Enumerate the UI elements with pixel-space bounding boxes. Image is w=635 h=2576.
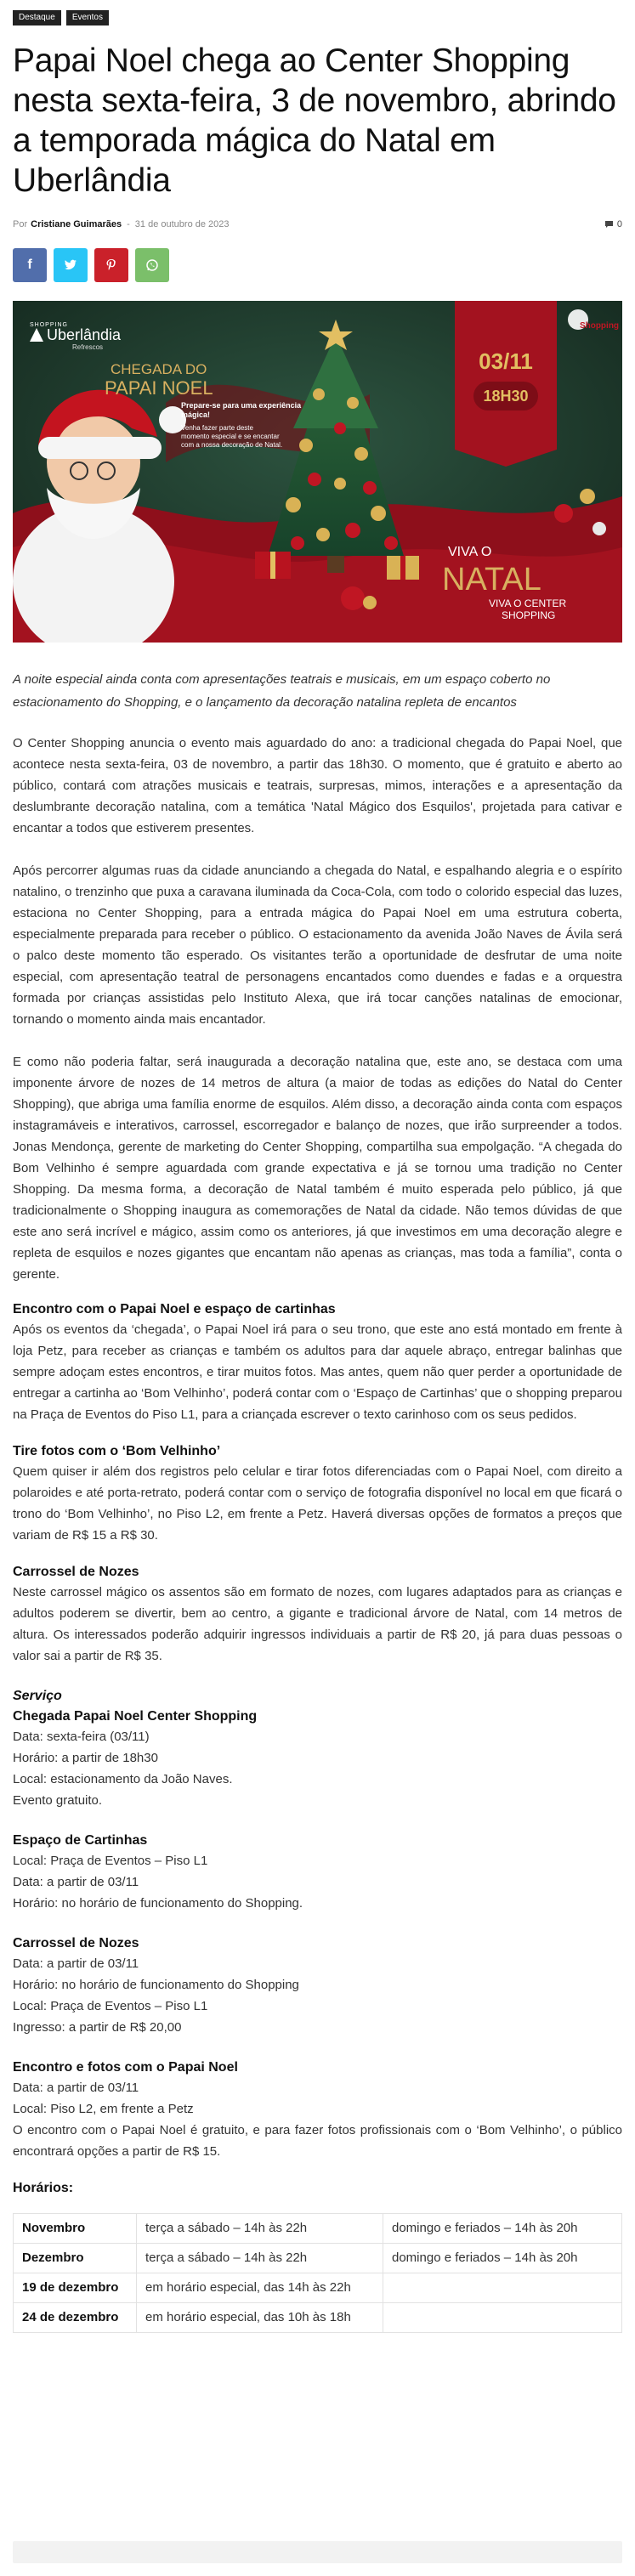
comments-count[interactable]	[604, 219, 622, 229]
service-line: Horário: no horário de funcionamento do Shopping	[13, 1978, 299, 1992]
facebook-share-button[interactable]	[13, 248, 47, 282]
service-block-title: Espaço de Cartinhas	[13, 1833, 148, 1848]
service-line: Local: Piso L2, em frente a Petz	[13, 2102, 194, 2116]
table-row	[14, 2303, 622, 2333]
comments-number: 0	[616, 219, 622, 229]
meta-separator: -	[127, 219, 130, 229]
schedule-heading: Horários:	[13, 2181, 74, 2195]
pinterest-share-button[interactable]	[94, 248, 128, 282]
share-buttons	[13, 248, 622, 282]
table-row	[14, 2273, 622, 2303]
service-line: Horário: a partir de 18h30	[13, 1751, 158, 1765]
banner-date: 03/11	[479, 348, 533, 374]
bottom-bar	[13, 2541, 622, 2563]
section-text: Neste carrossel mágico os assentos são em formato de nozes, com lugares adaptados para as crianças e adultos poderem se divertir, bem ao centro, a gigante e tradicional árvore de Natal, com 14 metros de altura. Os interessados poderão adquirir ingressos individuais a partir de R$ 20, já para duas pessoas o valor sai a partir de R$ 35.	[13, 1585, 622, 1663]
banner-invite-title: Prepare-se para uma experiência mágica!	[181, 401, 302, 419]
schedule-holidays	[383, 2273, 622, 2303]
service-line: Data: a partir de 03/11	[13, 1875, 139, 1889]
comment-icon	[604, 220, 614, 229]
schedule-weekdays: terça a sábado – 14h às 22h	[137, 2214, 383, 2244]
article-body	[13, 733, 622, 2198]
banner-cta-small: VIVA O	[448, 545, 492, 559]
schedule-holidays	[383, 2303, 622, 2333]
schedule-holidays: domingo e feriados – 14h às 20h	[383, 2214, 622, 2244]
schedule-table	[13, 2213, 622, 2333]
article-meta	[13, 219, 622, 229]
service-block	[13, 1832, 622, 1914]
whatsapp-icon	[145, 258, 159, 272]
event-banner	[13, 301, 622, 643]
banner-heading-small: CHEGADA DO	[111, 361, 207, 377]
service-line: Data: sexta-feira (03/11)	[13, 1730, 150, 1744]
article-title: Papai Noel chega ao Center Shopping nesta sexta-feira, 3 de novembro, abrindo a temporada mágica do Natal em Uberlândia	[13, 42, 616, 199]
service-block-title: Carrossel de Nozes	[13, 1936, 139, 1950]
banner-brand-sub: Refrescos	[72, 343, 104, 351]
article-lead: A noite especial ainda conta com apresentações teatrais e musicais, em um espaço coberto no estacionamento do Shopping, e o lançamento da decoração natalina repleta de encantos	[13, 672, 551, 710]
service-block-title: Chegada Papai Noel Center Shopping	[13, 1709, 258, 1724]
twitter-icon	[64, 259, 77, 271]
paragraph: O Center Shopping anuncia o evento mais aguardado do ano: a tradicional chegada do Papai Noel, que acontece nesta sexta-feira, 03 de novembro, a partir das 18h30. O momento, que é gratuito e aberto ao público, contará com atrações musicais e teatrais, surpresas, mimos, interações e a apresentação da deslumbrante decoração natalina, com a temática 'Natal Mágico dos Esquilos', projetada para cativar e encantar a todos que estiverem presentes.	[13, 736, 622, 835]
service-block	[13, 2058, 622, 2162]
banner-invite-text: Venha fazer parte deste momento especial e se encantar com a nossa decoração de Natal.	[181, 424, 283, 449]
section-text: Quem quiser ir além dos registros pelo celular e tirar fotos diferenciadas com o Papai Noel, com direito a polaroides e até porta-retrato, poderá contar com o serviço de fotografia disponível no local em que ficará o trono do ‘Bom Velhinho’, no Piso L2, em frente a Petz. Haverá diversas opções de formatos a preços que variam de R$ 15 a R$ 30.	[13, 1464, 622, 1543]
twitter-share-button[interactable]	[54, 248, 88, 282]
banner-cta-sub1: VIVA O CENTER	[489, 597, 567, 609]
banner-time: 18H30	[483, 388, 529, 405]
paragraph: Após percorrer algumas ruas da cidade anunciando a chegada do Natal, e espalhando alegria e o espírito natalino, o trenzinho que puxa a caravana iluminada da Coca-Cola, com todo o colorido especial das luzes, estaciona no Center Shopping, para a entrada mágica do Papai Noel em uma estrutura coberta, especialmente preparada para receber o público. O estacionamento da avenida João Naves de Ávila será o palco deste momento tão esperado. Os visitantes terão a oportunidade de desfrutar de uma noite especial, com apresentação teatral de personagens encantados como duendes e fadas e a orquestra formada por crianças assistidas pelo Instituto Alexa, que irá tocar canções natalinas de emocionar, tornando o momento ainda mais encantador.	[13, 863, 622, 1027]
schedule-month: 19 de dezembro	[14, 2273, 137, 2303]
service-line: Data: a partir de 03/11	[13, 1956, 139, 1971]
author-link[interactable]: Cristiane Guimarães	[31, 219, 122, 229]
table-row	[14, 2244, 622, 2273]
service-line: Local: Praça de Eventos – Piso L1	[13, 1854, 208, 1868]
service-line: Data: a partir de 03/11	[13, 2081, 139, 2095]
whatsapp-share-button[interactable]	[135, 248, 169, 282]
schedule-month: Dezembro	[14, 2244, 137, 2273]
schedule-month: Novembro	[14, 2214, 137, 2244]
service-line: Local: Praça de Eventos – Piso L1	[13, 1999, 208, 2013]
service-line: Ingresso: a partir de R$ 20,00	[13, 2020, 182, 2035]
section-text: Após os eventos da ‘chegada’, o Papai Noel irá para o seu trono, que este ano está montado em frente à loja Petz, para receber as crianças e também os adultos para dar aquele abraço, entregar balinhas que sempre adoçam estes encontros, e tirar muitos fotos. Mas antes, quem não quer perder a oportunidade de entregar a cartinha ao ‘Bom Velhinho’, poderá contar com o ‘Espaço de Cartinhas’ que o shopping preparou na Praça de Eventos do Piso L1, para a criançada escrever o texto carinhoso com os seus pedidos.	[13, 1322, 622, 1422]
section-heading: Carrossel de Nozes	[13, 1565, 139, 1579]
service-block	[13, 1934, 622, 2038]
schedule-holidays: domingo e feriados – 14h às 20h	[383, 2244, 622, 2273]
service-block-title: Encontro e fotos com o Papai Noel	[13, 2060, 238, 2075]
banner-artwork	[13, 301, 622, 643]
schedule-month: 24 de dezembro	[14, 2303, 137, 2333]
banner-cta-sub2: SHOPPING	[502, 609, 556, 621]
pinterest-icon	[105, 258, 117, 272]
banner-brand-small: SHOPPING	[30, 322, 68, 328]
schedule-weekdays: em horário especial, das 10h às 18h	[137, 2303, 383, 2333]
banner-logo: Shopping	[579, 321, 620, 331]
service-heading: Serviço	[13, 1689, 62, 1703]
facebook-icon: f	[27, 258, 32, 272]
paragraph: E como não poderia faltar, será inaugurada a decoração natalina que, este ano, se destaca com uma imponente árvore de nozes de 14 metros de altura (a maior de todas as edições do Natal do Center Shopping), que abriga uma família enorme de esquilos. Além disso, a decoração ainda conta com espaços instagramáveis e interativos, carrossel, escorregador e balanço de nozes, que irão surpreender a todos. Jonas Mendonça, gerente de marketing do Center Shopping, compartilha sua empolgação. “A chegada do Bom Velhinho é sempre aguardada com grande expectativa e já se tornou uma tradição no Center Shopping. Da mesma forma, a decoração de Natal também é muito esperada pelo público, já que tradicionalmente o Shopping inaugura as comemorações de Natal da cidade. Não temos dúvidas de que este ano será incrível e mágico, assim como os anteriores, já que investimos em uma decoração alegre e repleta de esquilos e nozes gigantes que encantam não apenas as crianças, mas toda a família”, conta o gerente.	[13, 1055, 622, 1282]
service-block	[13, 1707, 622, 1811]
tag-eventos[interactable]: Eventos	[66, 10, 109, 25]
schedule-weekdays: em horário especial, das 14h às 22h	[137, 2273, 383, 2303]
table-row	[14, 2214, 622, 2244]
section-heading: Tire fotos com o ‘Bom Velhinho’	[13, 1444, 221, 1458]
tag-destaque[interactable]: Destaque	[13, 10, 61, 25]
banner-heading-big: PAPAI NOEL	[105, 377, 213, 399]
service-line: Local: estacionamento da João Naves.	[13, 1772, 233, 1786]
schedule-weekdays: terça a sábado – 14h às 22h	[137, 2244, 383, 2273]
by-label: Por	[13, 219, 28, 229]
service-line: Horário: no horário de funcionamento do Shopping.	[13, 1896, 303, 1911]
banner-brand: Uberlândia	[47, 326, 122, 343]
banner-cta-big: NATAL	[442, 562, 541, 597]
service-line: Evento gratuito.	[13, 1793, 103, 1808]
service-line: O encontro com o Papai Noel é gratuito, e para fazer fotos profissionais com o ‘Bom Velhinho’, o público encontrará opções a partir de R$ 15.	[13, 2123, 622, 2159]
section-heading: Encontro com o Papai Noel e espaço de cartinhas	[13, 1302, 336, 1316]
publish-date: 31 de outubro de 2023	[134, 219, 230, 229]
category-tags	[13, 10, 622, 25]
